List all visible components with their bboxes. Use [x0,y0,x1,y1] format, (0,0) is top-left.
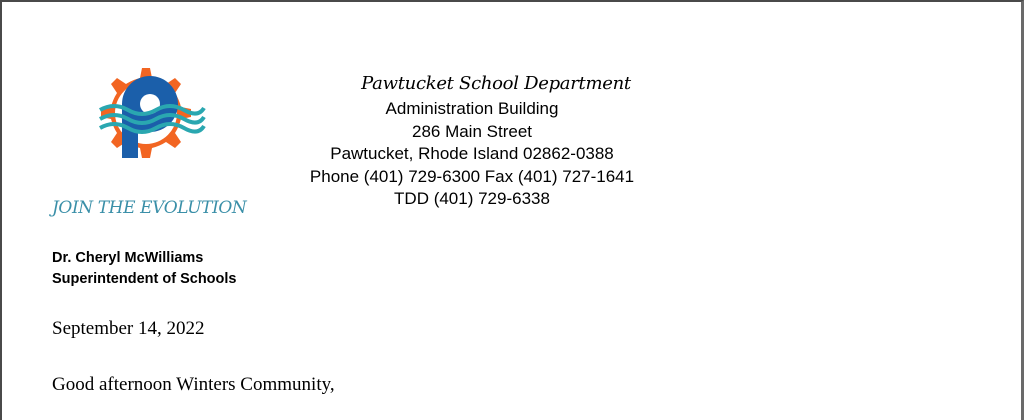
address-street: 286 Main Street [411,121,532,141]
address-building: Administration Building [385,99,559,118]
letter-date: September 14, 2022 [52,318,205,339]
letterhead-address [302,70,642,211]
signer-name: Dr. Cheryl McWilliams [52,250,204,266]
school-department-logo-icon [82,58,210,170]
address-phone-fax: Phone (401) 729-6300 Fax (401) 727-1641 [309,166,635,186]
address-tdd: TDD (401) 729-6338 [394,189,550,208]
address-city: Pawtucket, Rhode Island 02862-0388 [330,144,614,163]
signer-title: Superintendent of Schools [52,271,237,287]
letter-greeting: Good afternoon Winters Community, [52,374,335,395]
department-name: Pawtucket School Department [361,73,631,94]
signer-block [52,248,236,290]
tagline: JOIN THE EVOLUTION [52,198,247,218]
